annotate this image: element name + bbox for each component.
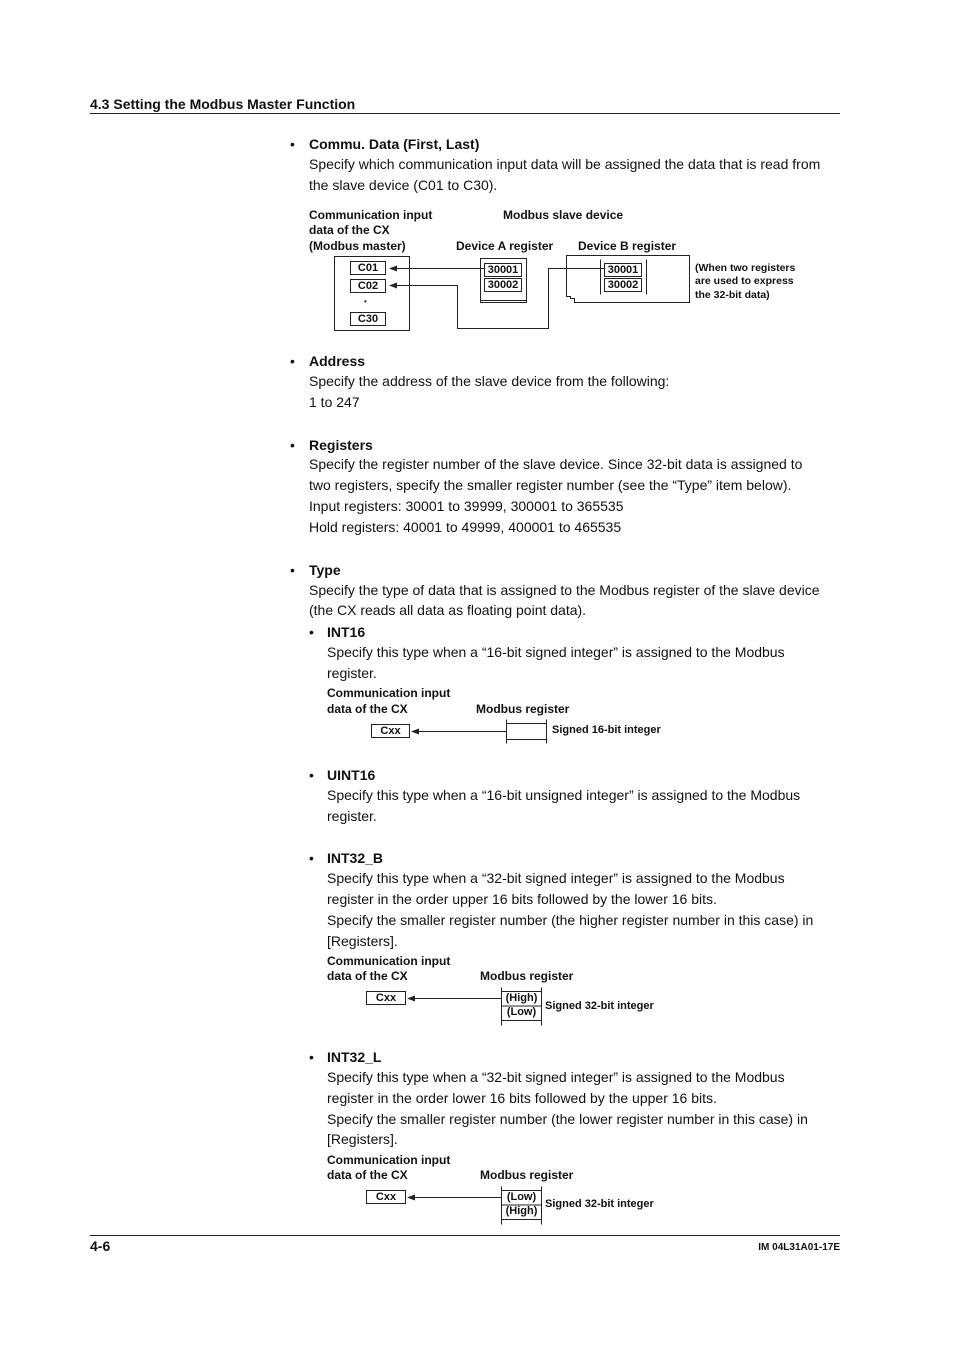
int32b-line: Specify the smaller register number (the higher register number in this case) in <box>327 912 814 928</box>
diagram-label: Modbus register <box>476 702 570 716</box>
register-cell: 30001 <box>484 263 522 277</box>
diagram-label: Device A register <box>456 239 554 253</box>
diagram-note: Signed 32-bit integer <box>545 1198 654 1210</box>
diagram-label: Modbus register <box>480 969 574 983</box>
int32b-line: register in the order upper 16 bits followed by the lower 16 bits. <box>327 891 717 907</box>
registers-line: Input registers: 30001 to 39999, 300001 to 365535 <box>309 498 624 514</box>
registers-line: two registers, specify the smaller register number (see the “Type” item below). <box>309 477 792 493</box>
register-cell: C01 <box>350 261 386 275</box>
address-line: Specify the address of the slave device from the following: <box>309 373 670 389</box>
diagram-note: Signed 32-bit integer <box>545 1000 654 1012</box>
bullet: • <box>309 767 314 783</box>
bullet: • <box>290 136 295 152</box>
registers-title: Registers <box>309 437 373 453</box>
diagram-label: data of the CX <box>327 969 408 983</box>
register-cell: Cxx <box>366 991 406 1005</box>
uint16-title: UINT16 <box>327 767 376 783</box>
page-number: 4-6 <box>90 1238 111 1254</box>
diagram-label: Communication input <box>327 954 451 968</box>
diagram-note: (When two registers <box>695 262 796 274</box>
bullet: • <box>309 1049 314 1065</box>
int32l-line: Specify the smaller register number (the lower register number in this case) in <box>327 1111 808 1127</box>
uint16-line: register. <box>327 808 377 824</box>
type-line: Specify the type of data that is assigned to the Modbus register of the slave device <box>309 582 820 598</box>
type-title: Type <box>309 562 341 578</box>
register-high: (High) <box>505 1205 538 1217</box>
bullet: • <box>290 437 295 453</box>
register-low: (Low) <box>506 1191 537 1203</box>
commu-line: the slave device (C01 to C30). <box>309 177 498 193</box>
int32l-title: INT32_L <box>327 1049 382 1065</box>
diagram-label: Communication input <box>327 1153 451 1167</box>
register-cell: C02 <box>350 279 386 293</box>
type-line: (the CX reads all data as floating point data). <box>309 602 587 618</box>
bullet: • <box>309 624 314 640</box>
diagram-label: (Modbus master) <box>309 239 406 253</box>
diagram-label: Modbus slave device <box>503 208 624 222</box>
int32l-line: [Registers]. <box>327 1131 398 1147</box>
registers-line: Specify the register number of the slave device. Since 32-bit data is assigned to <box>309 456 803 472</box>
diagram-label: Modbus register <box>480 1168 574 1182</box>
int32b-title: INT32_B <box>327 850 384 866</box>
register-cell: 30002 <box>604 278 642 292</box>
uint16-line: Specify this type when a “16-bit unsigned integer” is assigned to the Modbus <box>327 787 801 803</box>
register-high: (High) <box>505 992 538 1004</box>
bullet: • <box>290 353 295 369</box>
registers-line: Hold registers: 40001 to 49999, 400001 to 465535 <box>309 519 622 535</box>
int16-line: Specify this type when a “16-bit signed integer” is assigned to the Modbus <box>327 644 785 660</box>
address-title: Address <box>309 353 366 369</box>
footer-rule <box>90 1235 840 1236</box>
register-cell: C30 <box>350 312 386 326</box>
int32l-line: register in the order lower 16 bits followed by the upper 16 bits. <box>327 1090 717 1106</box>
int16-title: INT16 <box>327 624 366 640</box>
diagram-label: data of the CX <box>327 1168 408 1182</box>
section-header: 4.3 Setting the Modbus Master Function <box>90 96 356 112</box>
diagram-label: Communication input <box>309 208 433 222</box>
commu-line: Specify which communication input data will be assigned the data that is read from <box>309 156 821 172</box>
register-cell: Cxx <box>371 724 410 738</box>
diagram-label: data of the CX <box>309 223 390 237</box>
header-rule <box>90 113 840 114</box>
int32l-line: Specify this type when a “32-bit signed integer” is assigned to the Modbus <box>327 1069 785 1085</box>
diagram-note: are used to express <box>695 275 794 287</box>
int32b-line: [Registers]. <box>327 933 398 949</box>
address-line: 1 to 247 <box>309 394 360 410</box>
int16-line: register. <box>327 665 377 681</box>
register-low: (Low) <box>506 1006 537 1018</box>
ellipsis-dot: • <box>364 297 367 306</box>
document-id: IM 04L31A01-17E <box>758 1242 840 1253</box>
diagram-note: the 32-bit data) <box>695 289 770 301</box>
int32b-line: Specify this type when a “32-bit signed integer” is assigned to the Modbus <box>327 870 785 886</box>
diagram-note: Signed 16-bit integer <box>552 724 661 736</box>
bullet: • <box>290 562 295 578</box>
bullet: • <box>309 850 314 866</box>
register-cell: 30002 <box>484 278 522 292</box>
register-cell: Cxx <box>366 1190 406 1204</box>
register-cell: 30001 <box>604 263 642 277</box>
diagram-label: data of the CX <box>327 702 408 716</box>
diagram-label: Device B register <box>578 239 677 253</box>
commu-title: Commu. Data (First, Last) <box>309 136 480 152</box>
diagram-label: Communication input <box>327 686 451 700</box>
